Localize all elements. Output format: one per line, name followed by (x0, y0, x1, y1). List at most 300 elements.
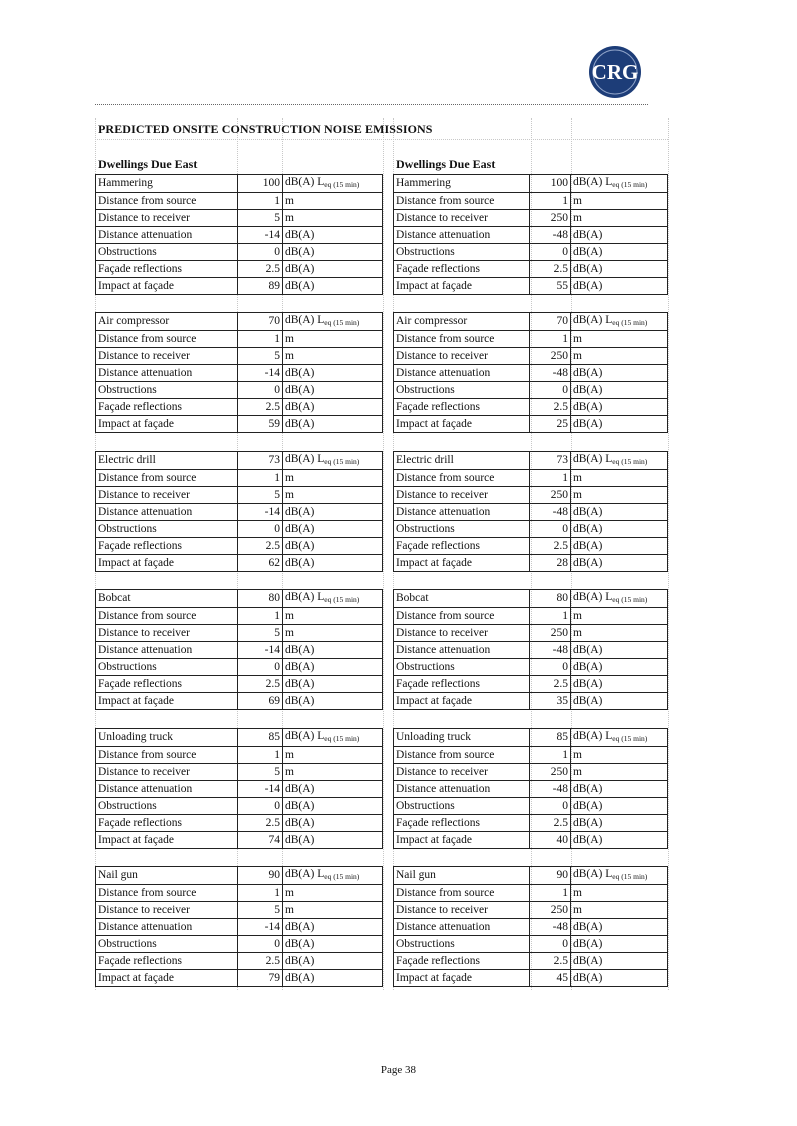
row-value: 1 (530, 470, 571, 487)
row-label: Obstructions (96, 798, 238, 815)
table-row (394, 193, 668, 210)
crg-logo (588, 45, 642, 99)
unit-main: dB(A) L (573, 314, 613, 326)
source-row (394, 867, 668, 885)
row-label: Obstructions (96, 244, 238, 261)
row-unit: dB(A) (283, 416, 383, 433)
source-level: 85 (238, 729, 283, 747)
row-value: 0 (238, 798, 283, 815)
table-row (96, 416, 383, 433)
table-row (96, 261, 383, 278)
table-row (394, 278, 668, 295)
row-label: Impact at façade (394, 278, 530, 295)
row-unit: m (571, 470, 668, 487)
row-unit: dB(A) (571, 832, 668, 849)
table-row (394, 538, 668, 555)
row-unit: m (571, 331, 668, 348)
row-unit: m (571, 193, 668, 210)
source-level: 80 (238, 590, 283, 608)
table-row (394, 348, 668, 365)
noise-source-table (95, 174, 383, 295)
row-value: 5 (238, 487, 283, 504)
row-value: 74 (238, 832, 283, 849)
unit-subscript: eq (15 min) (324, 180, 360, 189)
row-unit: m (283, 747, 383, 764)
row-unit: dB(A) (571, 382, 668, 399)
source-name: Air compressor (96, 313, 238, 331)
table-row (96, 970, 383, 987)
row-value: -14 (238, 365, 283, 382)
row-value: 0 (530, 382, 571, 399)
row-label: Distance from source (394, 747, 530, 764)
row-label: Façade reflections (96, 815, 238, 832)
table-row (96, 953, 383, 970)
row-unit: dB(A) (571, 278, 668, 295)
row-unit: dB(A) (571, 538, 668, 555)
table-row (96, 642, 383, 659)
row-unit: dB(A) (571, 227, 668, 244)
table-row (96, 538, 383, 555)
unit-subscript: eq (15 min) (324, 595, 360, 604)
noise-source-table (393, 589, 668, 710)
row-label: Distance attenuation (96, 642, 238, 659)
row-value: 0 (530, 936, 571, 953)
row-unit: dB(A) (283, 261, 383, 278)
row-value: 2.5 (530, 953, 571, 970)
unit-subscript: eq (15 min) (612, 872, 648, 881)
row-unit: dB(A) (283, 504, 383, 521)
table-row (394, 676, 668, 693)
row-value: 2.5 (530, 815, 571, 832)
row-unit: m (283, 625, 383, 642)
source-row (96, 729, 383, 747)
row-unit: dB(A) (283, 555, 383, 572)
unit-subscript: eq (15 min) (612, 457, 648, 466)
row-unit: dB(A) (571, 261, 668, 278)
row-label: Impact at façade (96, 416, 238, 433)
noise-source-table (393, 451, 668, 572)
row-unit: m (283, 348, 383, 365)
row-label: Distance from source (96, 331, 238, 348)
table-row (394, 365, 668, 382)
row-unit: m (571, 210, 668, 227)
table-row (96, 608, 383, 625)
row-value: 0 (238, 521, 283, 538)
unit-main: dB(A) L (285, 314, 325, 326)
row-unit: m (283, 470, 383, 487)
row-value: -48 (530, 365, 571, 382)
row-label: Obstructions (96, 659, 238, 676)
source-level: 73 (238, 452, 283, 470)
row-label: Distance attenuation (394, 642, 530, 659)
source-name: Electric drill (96, 452, 238, 470)
row-label: Distance from source (96, 608, 238, 625)
table-row (96, 764, 383, 781)
row-label: Distance attenuation (394, 365, 530, 382)
row-value: -14 (238, 781, 283, 798)
unit-main: dB(A) L (573, 591, 613, 603)
row-label: Distance to receiver (394, 625, 530, 642)
row-label: Impact at façade (394, 555, 530, 572)
row-value: 1 (238, 331, 283, 348)
source-name: Hammering (394, 175, 530, 193)
row-label: Impact at façade (96, 278, 238, 295)
row-unit: dB(A) (283, 521, 383, 538)
unit-subscript: eq (15 min) (324, 734, 360, 743)
row-label: Distance to receiver (96, 487, 238, 504)
row-label: Obstructions (394, 936, 530, 953)
table-row (96, 399, 383, 416)
table-row (96, 902, 383, 919)
table-row (96, 521, 383, 538)
row-unit: dB(A) (571, 676, 668, 693)
source-level-unit (283, 590, 383, 608)
row-unit: dB(A) (571, 555, 668, 572)
row-unit: dB(A) (283, 781, 383, 798)
row-value: 1 (238, 193, 283, 210)
row-unit: dB(A) (283, 832, 383, 849)
table-row (394, 747, 668, 764)
table-row (394, 936, 668, 953)
row-unit: m (571, 747, 668, 764)
row-value: 2.5 (238, 676, 283, 693)
table-row (96, 936, 383, 953)
row-unit: m (571, 885, 668, 902)
row-value: 1 (238, 470, 283, 487)
row-value: 59 (238, 416, 283, 433)
row-unit: m (571, 764, 668, 781)
table-row (394, 625, 668, 642)
source-level-unit (571, 867, 668, 885)
row-value: 1 (530, 608, 571, 625)
source-level: 80 (530, 590, 571, 608)
row-value: -14 (238, 504, 283, 521)
table-row (96, 244, 383, 261)
row-unit: m (571, 608, 668, 625)
table-row (394, 555, 668, 572)
unit-subscript: eq (15 min) (324, 318, 360, 327)
row-unit: m (283, 193, 383, 210)
table-row (96, 348, 383, 365)
row-label: Distance from source (96, 470, 238, 487)
row-label: Façade reflections (394, 261, 530, 278)
row-unit: dB(A) (571, 521, 668, 538)
row-label: Obstructions (394, 382, 530, 399)
table-row (96, 555, 383, 572)
row-label: Distance to receiver (96, 764, 238, 781)
row-value: 2.5 (238, 815, 283, 832)
row-label: Distance to receiver (394, 902, 530, 919)
row-label: Distance to receiver (96, 210, 238, 227)
row-unit: dB(A) (283, 538, 383, 555)
unit-main: dB(A) L (573, 868, 613, 880)
row-unit: dB(A) (571, 642, 668, 659)
row-value: 62 (238, 555, 283, 572)
row-label: Façade reflections (394, 538, 530, 555)
table-row (394, 815, 668, 832)
row-value: 0 (238, 382, 283, 399)
column-heading-left: Dwellings Due East (98, 157, 198, 171)
row-value: 1 (530, 193, 571, 210)
row-value: -14 (238, 919, 283, 936)
row-value: -48 (530, 227, 571, 244)
unit-main: dB(A) L (573, 176, 613, 188)
row-label: Distance to receiver (394, 487, 530, 504)
row-unit: dB(A) (571, 659, 668, 676)
row-label: Façade reflections (394, 399, 530, 416)
row-unit: m (283, 885, 383, 902)
table-row (96, 798, 383, 815)
table-row (394, 504, 668, 521)
source-level-unit (283, 452, 383, 470)
source-level-unit (283, 313, 383, 331)
table-row (96, 331, 383, 348)
table-row (96, 382, 383, 399)
row-value: -14 (238, 642, 283, 659)
header-divider (95, 104, 648, 105)
column-heading-right: Dwellings Due East (396, 157, 496, 171)
table-row (96, 625, 383, 642)
row-label: Obstructions (394, 521, 530, 538)
row-value: 55 (530, 278, 571, 295)
row-value: -48 (530, 642, 571, 659)
row-value: -14 (238, 227, 283, 244)
row-label: Distance from source (394, 193, 530, 210)
row-label: Distance attenuation (96, 781, 238, 798)
row-label: Façade reflections (96, 538, 238, 555)
unit-main: dB(A) L (285, 730, 325, 742)
row-label: Distance attenuation (394, 504, 530, 521)
unit-main: dB(A) L (573, 730, 613, 742)
source-row (96, 590, 383, 608)
table-row (96, 693, 383, 710)
row-value: 250 (530, 348, 571, 365)
row-unit: dB(A) (571, 781, 668, 798)
source-level: 100 (238, 175, 283, 193)
row-label: Impact at façade (96, 832, 238, 849)
row-value: 2.5 (238, 399, 283, 416)
table-row (96, 193, 383, 210)
source-name: Air compressor (394, 313, 530, 331)
row-unit: m (571, 625, 668, 642)
unit-subscript: eq (15 min) (612, 318, 648, 327)
table-row (394, 919, 668, 936)
row-label: Obstructions (394, 244, 530, 261)
table-row (394, 953, 668, 970)
source-name: Electric drill (394, 452, 530, 470)
table-row (394, 608, 668, 625)
row-unit: dB(A) (571, 693, 668, 710)
table-row (394, 487, 668, 504)
row-label: Impact at façade (96, 970, 238, 987)
table-row (394, 470, 668, 487)
table-row (394, 382, 668, 399)
unit-main: dB(A) L (285, 453, 325, 465)
row-label: Impact at façade (394, 832, 530, 849)
row-value: 89 (238, 278, 283, 295)
row-value: 1 (530, 747, 571, 764)
table-row (394, 764, 668, 781)
source-level: 90 (238, 867, 283, 885)
row-unit: dB(A) (283, 798, 383, 815)
row-label: Distance from source (394, 608, 530, 625)
row-value: 5 (238, 625, 283, 642)
source-row (96, 452, 383, 470)
table-row (394, 693, 668, 710)
row-unit: m (571, 487, 668, 504)
table-row (394, 798, 668, 815)
source-name: Unloading truck (96, 729, 238, 747)
row-unit: dB(A) (571, 815, 668, 832)
table-row (394, 902, 668, 919)
row-value: 2.5 (530, 538, 571, 555)
row-label: Distance to receiver (394, 764, 530, 781)
noise-source-table (95, 866, 383, 987)
row-label: Obstructions (394, 659, 530, 676)
table-row (96, 832, 383, 849)
row-value: 2.5 (238, 953, 283, 970)
source-row (394, 175, 668, 193)
row-unit: dB(A) (283, 365, 383, 382)
row-unit: m (283, 764, 383, 781)
row-value: 1 (238, 885, 283, 902)
row-unit: dB(A) (283, 382, 383, 399)
row-unit: dB(A) (283, 227, 383, 244)
table-row (394, 210, 668, 227)
unit-subscript: eq (15 min) (324, 872, 360, 881)
row-unit: dB(A) (571, 399, 668, 416)
table-row (96, 747, 383, 764)
row-label: Distance to receiver (96, 348, 238, 365)
row-label: Distance attenuation (394, 227, 530, 244)
row-label: Distance attenuation (96, 504, 238, 521)
row-unit: dB(A) (283, 953, 383, 970)
row-unit: m (283, 608, 383, 625)
table-row (394, 261, 668, 278)
row-unit: dB(A) (283, 642, 383, 659)
row-value: 250 (530, 210, 571, 227)
row-label: Distance attenuation (96, 227, 238, 244)
row-label: Distance from source (394, 885, 530, 902)
row-value: 5 (238, 902, 283, 919)
row-value: 0 (238, 659, 283, 676)
row-unit: dB(A) (571, 416, 668, 433)
noise-source-table (393, 174, 668, 295)
row-value: 2.5 (238, 538, 283, 555)
noise-source-table (95, 589, 383, 710)
row-label: Façade reflections (394, 676, 530, 693)
row-value: 5 (238, 764, 283, 781)
source-level-unit (283, 175, 383, 193)
row-label: Façade reflections (96, 399, 238, 416)
title-gridline (95, 139, 668, 140)
table-row (96, 278, 383, 295)
row-value: 45 (530, 970, 571, 987)
row-unit: m (571, 902, 668, 919)
row-unit: dB(A) (571, 919, 668, 936)
table-row (96, 504, 383, 521)
row-label: Distance to receiver (394, 348, 530, 365)
table-row (96, 659, 383, 676)
row-value: 5 (238, 348, 283, 365)
row-label: Façade reflections (96, 953, 238, 970)
row-unit: dB(A) (571, 970, 668, 987)
row-label: Façade reflections (394, 815, 530, 832)
row-label: Obstructions (394, 798, 530, 815)
row-unit: dB(A) (283, 919, 383, 936)
row-label: Distance from source (96, 747, 238, 764)
unit-subscript: eq (15 min) (612, 595, 648, 604)
row-value: 2.5 (530, 676, 571, 693)
row-value: 25 (530, 416, 571, 433)
source-level: 85 (530, 729, 571, 747)
table-row (394, 227, 668, 244)
page-title: PREDICTED ONSITE CONSTRUCTION NOISE EMISSIONS (98, 122, 433, 136)
row-label: Distance attenuation (96, 919, 238, 936)
source-level: 73 (530, 452, 571, 470)
page-number: Page 38 (380, 1064, 417, 1076)
source-level: 100 (530, 175, 571, 193)
row-value: 250 (530, 625, 571, 642)
row-value: 1 (530, 331, 571, 348)
row-value: 35 (530, 693, 571, 710)
row-value: 0 (530, 659, 571, 676)
source-level-unit (283, 729, 383, 747)
row-unit: dB(A) (283, 970, 383, 987)
row-unit: dB(A) (283, 815, 383, 832)
row-unit: m (571, 348, 668, 365)
table-row (96, 227, 383, 244)
row-value: 1 (238, 608, 283, 625)
table-row (394, 832, 668, 849)
row-value: 2.5 (238, 261, 283, 278)
row-unit: dB(A) (283, 936, 383, 953)
source-level: 70 (238, 313, 283, 331)
row-value: 0 (530, 521, 571, 538)
row-label: Impact at façade (96, 555, 238, 572)
row-label: Distance to receiver (96, 902, 238, 919)
row-value: -48 (530, 919, 571, 936)
row-value: 250 (530, 764, 571, 781)
row-label: Obstructions (96, 382, 238, 399)
row-label: Façade reflections (96, 676, 238, 693)
noise-source-table (95, 312, 383, 433)
table-row (394, 331, 668, 348)
row-unit: dB(A) (283, 399, 383, 416)
row-unit: dB(A) (283, 244, 383, 261)
source-level-unit (571, 590, 668, 608)
row-unit: m (283, 902, 383, 919)
source-level-unit (283, 867, 383, 885)
table-row (394, 521, 668, 538)
row-label: Distance to receiver (96, 625, 238, 642)
table-row (96, 676, 383, 693)
table-row (394, 399, 668, 416)
row-unit: dB(A) (283, 693, 383, 710)
table-row (96, 919, 383, 936)
source-row (394, 590, 668, 608)
row-label: Impact at façade (394, 693, 530, 710)
row-label: Obstructions (96, 936, 238, 953)
row-label: Impact at façade (96, 693, 238, 710)
table-row (96, 470, 383, 487)
row-label: Distance from source (394, 331, 530, 348)
row-unit: dB(A) (283, 278, 383, 295)
row-value: 250 (530, 487, 571, 504)
row-value: 0 (530, 798, 571, 815)
unit-main: dB(A) L (285, 868, 325, 880)
unit-subscript: eq (15 min) (324, 457, 360, 466)
